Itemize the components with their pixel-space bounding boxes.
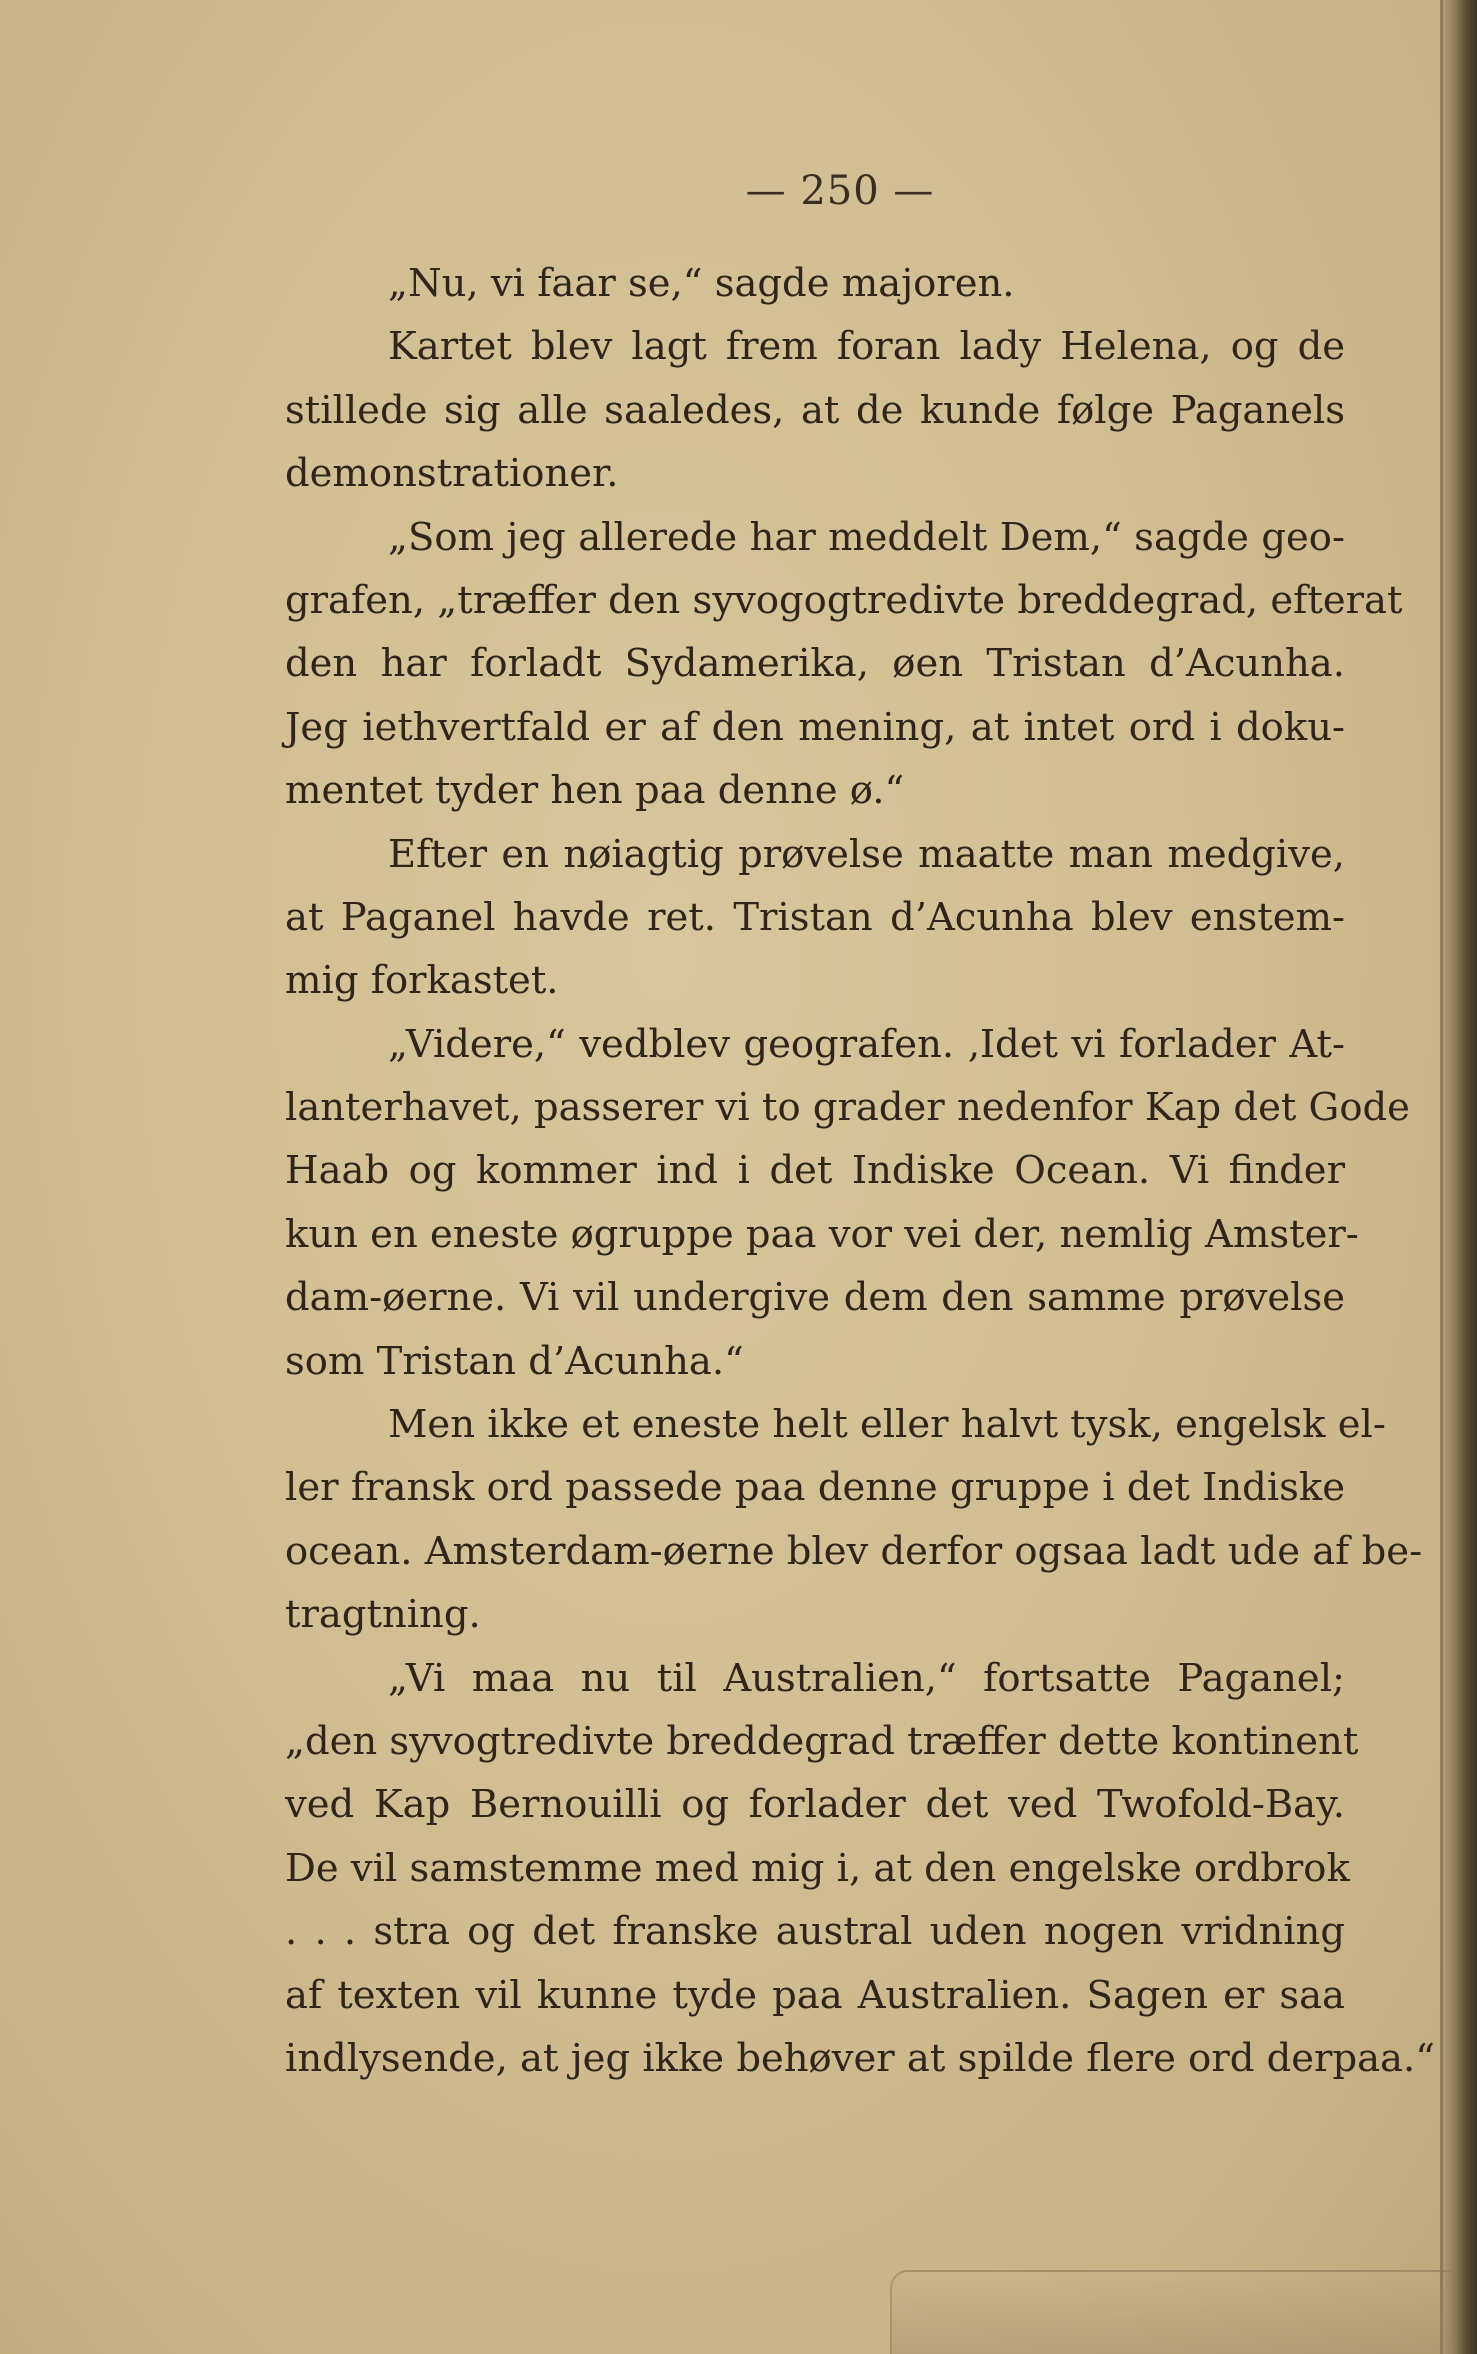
text-line: „Nu, vi faar se,“ sagde majoren. (388, 261, 1015, 306)
text-line: „Som jeg allerede har meddelt Dem,“ sagde geo- (388, 514, 1345, 560)
text-line: „den syvogtredivte breddegrad træffer dette kontinent (285, 1718, 1359, 1764)
text-line: som Tristan d’Acunha.“ (285, 1338, 744, 1384)
spine-edge-line (1440, 0, 1443, 2354)
text-line: demonstrationer. (285, 451, 619, 497)
page-corner-fold (890, 2270, 1452, 2354)
text-line: den har forladt Sydamerika, øen Tristan d’Acunha. (285, 641, 1345, 687)
text-line: Kartet blev lagt frem foran lady Helena, og de (388, 324, 1345, 370)
text-line: grafen, „træffer den syvogogtredivte breddegrad, efterat (285, 577, 1403, 623)
text-line: De vil samstemme med mig i, at den engelske ordbrok (285, 1845, 1350, 1891)
text-line: mentet tyder hen paa denne ø.“ (285, 768, 905, 814)
text-line: ler fransk ord passede paa denne gruppe i det Indiske (285, 1465, 1345, 1511)
text-line: ocean. Amsterdam-øerne blev derfor ogsaa ladt ude af be- (285, 1528, 1423, 1574)
text-line: Men ikke et eneste helt eller halvt tysk, engelsk el- (388, 1402, 1386, 1448)
page-number: — 250 — (745, 168, 935, 214)
text-line: dam-øerne. Vi vil undergive dem den samme prøvelse (285, 1275, 1345, 1321)
text-line: tragtning. (285, 1592, 481, 1638)
text-line: . . . stra og det franske austral uden nogen vridning (285, 1909, 1345, 1955)
text-line: Efter en nøiagtig prøvelse maatte man medgive, (388, 831, 1345, 877)
book-spine-shadow (1441, 0, 1477, 2354)
text-line: at Paganel havde ret. Tristan d’Acunha blev enstem- (285, 894, 1345, 940)
text-line: Jeg iethvertfald er af den mening, at intet ord i doku- (285, 704, 1345, 750)
text-line: „Vi maa nu til Australien,“ fortsatte Paganel; (388, 1655, 1345, 1701)
text-line: kun en eneste øgruppe paa vor vei der, nemlig Amster- (285, 1211, 1359, 1257)
text-line: ved Kap Bernouilli og forlader det ved Twofold-Bay. (285, 1782, 1345, 1828)
text-line: indlysende, at jeg ikke behøver at spilde flere ord derpaa.“ (285, 2035, 1435, 2081)
text-line: af texten vil kunne tyde paa Australien. Sagen er saa (285, 1972, 1345, 2018)
text-line: stillede sig alle saaledes, at de kunde følge Paganels (285, 387, 1345, 433)
text-line: „Videre,“ vedblev geografen. ‚Idet vi forlader At- (388, 1021, 1345, 1067)
text-line: mig forkastet. (285, 958, 559, 1004)
text-line: lanterhavet, passerer vi to grader nedenfor Kap det Gode (285, 1085, 1410, 1131)
text-line: Haab og kommer ind i det Indiske Ocean. Vi finder (285, 1148, 1345, 1194)
body-text (285, 252, 1435, 2090)
